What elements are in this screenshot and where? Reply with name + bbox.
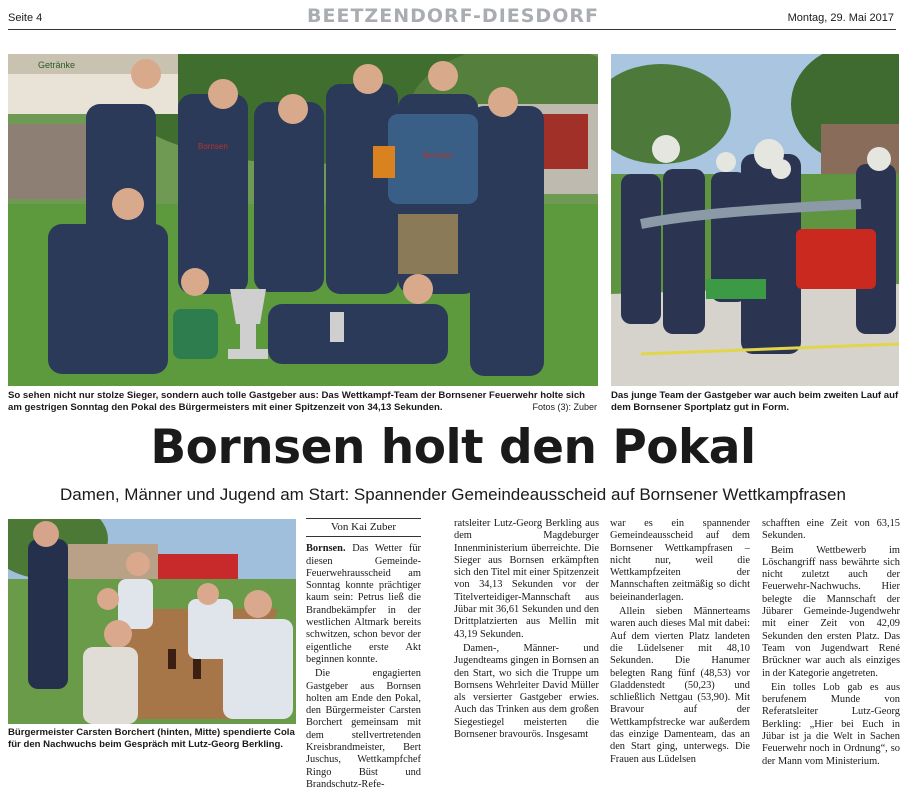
- article-byline: Von Kai Zuber: [306, 518, 421, 537]
- header-rule: [8, 29, 896, 30]
- issue-date: Montag, 29. Mai 2017: [787, 12, 894, 24]
- article-paragraph: Die engagierten Gastgeber aus Bornsen holten am Ende den Pokal, den Bürgermeister Carsten Borchert gemeinsam mit dem stellvertretenden Kreisbrandmeister, Bert Juschus, Wettkampfchef Ringo Büst und Brandschutz-Refe-: [306, 668, 421, 790]
- article-paragraph: Ein tolles Lob gab es aus berufenem Munde von Referatsleiter Lutz-Georg Berkling: „Hier bei Euch in Jübar ist ja die Welt in Sachen Feuerwehr noch in Ordnung“, so der Mann vom Ministerium.: [762, 681, 900, 767]
- youth-photo: [611, 54, 899, 386]
- article-paragraph: war es ein spannender Gemeindeausscheid auf dem Bornsener Wettkampfrasen – nicht nur, weil die Wettkampfzeiten der Mannschaften zeitmäßig so dicht beieinanderlagen.: [610, 518, 750, 603]
- article-headline: Bornsen holt den Pokal: [150, 420, 756, 475]
- shirt-print: Bornsen: [198, 142, 228, 151]
- page-number: Seite 4: [8, 12, 43, 24]
- team-photo-caption: [8, 390, 598, 414]
- article-column-3: [610, 518, 750, 768]
- team-caption-text: So sehen nicht nur stolze Sieger, sondern auch tolle Gastgeber aus: Das Wettkampf-Team der Bornsener Feuerwehr holte sich am gestrigen Sonntag den Pokal des Bürgermeisters mit einer Spitzenzeit von 34,13 Sekunden.: [8, 390, 586, 413]
- article-paragraph: Allein sieben Männerteams waren auch dieses Mal mit dabei: Auf dem vierten Platz landeten die Lüdelsener mit 48,10 Sekunden. Die Hanumer belegten Rang fünf (48,53) vor Gladdenstedt (50,23) und schließlich Nettgau (53,90). Mit Bravour auf der Wettkampfstrecke war außerdem das einzige Damenteam, das an den Start ging, unterwegs. Die Frauen aus Lüdelsen: [610, 606, 750, 765]
- article-column-1: [306, 518, 421, 793]
- mayor-photo-caption: Bürgermeister Carsten Borchert (hinten, Mitte) spendierte Cola für den Nachwuchs beim Gespräch mit Lutz-Georg Berkling.: [8, 727, 295, 750]
- section-title: BEETZENDORF-DIESDORF: [307, 5, 599, 27]
- article-paragraph: ratsleiter Lutz-Georg Berkling aus dem Magdeburger Innenministerium überreichte. Die Sieger aus Bornsen erkämpften sich den Titel mit einer Spitzenzeit von 34,13 Sekunden vor der Titelverteidiger-Mannschaft aus Jübar mit 36,61 Sekunden und den Drittplatzierten aus Mellin mit 43,19 Sekunden.: [454, 518, 599, 640]
- article-body: [306, 518, 906, 790]
- photo-credit: Fotos (3): Zuber: [532, 402, 597, 412]
- youth-photo-caption: Das junge Team der Gastgeber war auch beim zweiten Lauf auf dem Bornsener Sportplatz gut in Form.: [611, 390, 899, 413]
- mayor-photo: [8, 519, 296, 724]
- article-paragraph: Beim Wettbewerb im Löschangriff nass bewährte sich nicht zuletzt auch der Feuerwehr-Nachwuchs. Hier belegte die Mannschaft der Jübarer Gemeinde-Jugendwehr mit einer Zeit von 42,09 Sekunden den ersten Platz. Das Team von Jugendwart René Brückner war auch als einziges in der Kategorie angetreten.: [762, 544, 900, 679]
- article-paragraph-text: Das Wetter für diesen Gemeinde-Feuerwehrausscheid am Sonntag konnte prächtiger kaum sein: Petrus ließ die Brandbekämpfer in der westlichen Altmark bereits schwitzen, schon bevor der eigentliche erste Akt beginnen konnte.: [306, 543, 421, 665]
- article-column-4: [762, 518, 900, 770]
- article-paragraph: Damen-, Männer- und Jugendteams gingen in Bornsen an den Start, wo sich die Truppe um Bornsens Wehrleiter David Müller als versierter Gastgeber erwies. Auch das Trinken aus dem großen Siegestiegel meisterten die Bornsener bravourös. Insgesamt: [454, 642, 599, 741]
- article-subhead: Damen, Männer und Jugend am Start: Spannender Gemeindeausscheid auf Bornsener Wettkampfrasen: [60, 485, 846, 504]
- article-lead-word: Bornsen.: [306, 543, 346, 555]
- article-paragraph: schafften eine Zeit von 63,15 Sekunden.: [762, 518, 900, 542]
- team-photo: [8, 54, 598, 386]
- shirt-print: Bornsen: [423, 151, 453, 160]
- article-paragraph: [306, 543, 421, 666]
- tent-sign-text: Getränke: [38, 60, 76, 70]
- article-column-2: [454, 518, 599, 743]
